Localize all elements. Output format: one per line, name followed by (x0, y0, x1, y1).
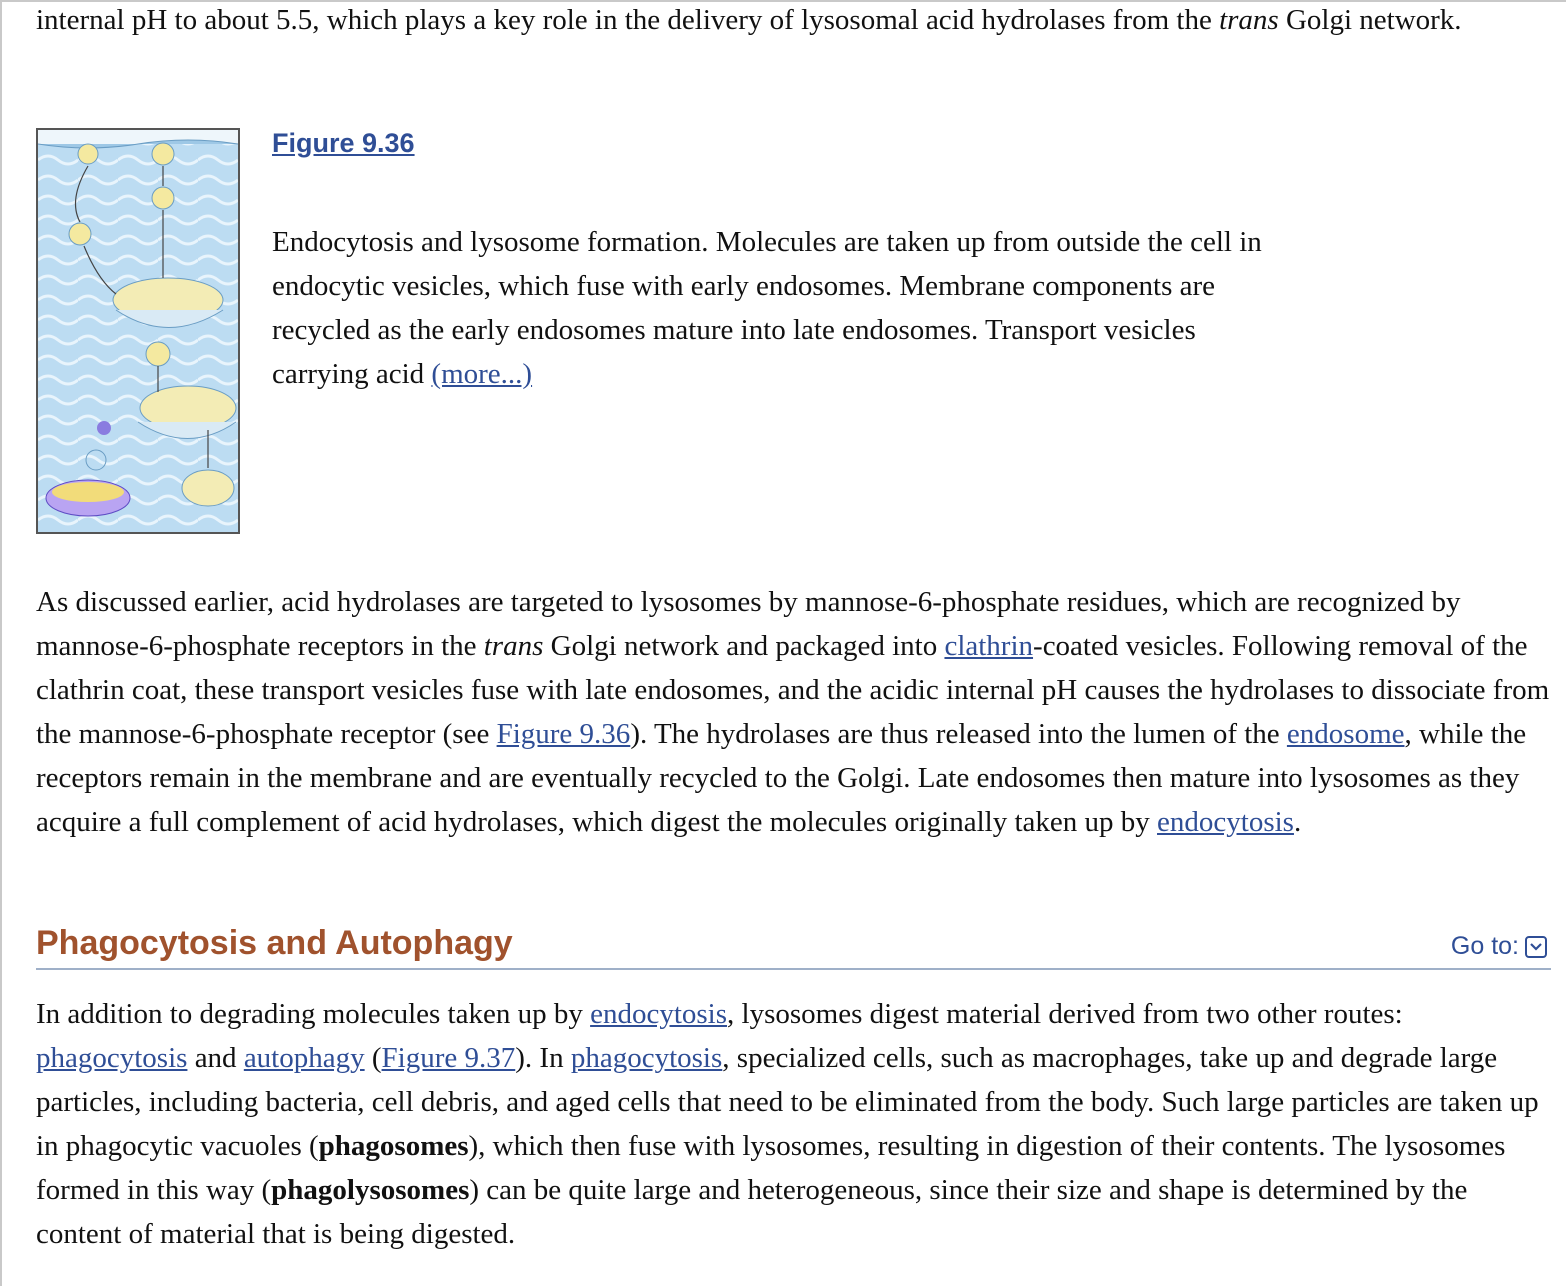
figure-block (36, 128, 1551, 534)
figure-caption (272, 220, 1282, 396)
phagocytosis-link[interactable]: phagocytosis (36, 1042, 188, 1074)
paragraph-phagocytosis (36, 992, 1551, 1256)
more-link[interactable]: (more...) (431, 358, 533, 390)
figure-9-37-link[interactable]: Figure 9.37 (381, 1042, 516, 1074)
text: , lysosomes digest material derived from two other routes: (727, 998, 1403, 1030)
figure-title-link[interactable]: Figure 9.36 (272, 128, 415, 158)
text: . (1293, 806, 1302, 838)
endosome-link[interactable]: endosome (1286, 718, 1405, 750)
text: Golgi network. (1278, 4, 1462, 36)
bold-term: phagolysosomes (271, 1174, 470, 1206)
text: Golgi network and packaged into (543, 630, 945, 662)
chevron-down-icon[interactable] (1525, 936, 1547, 958)
text: internal pH to about 5.5, which plays a key role in the delivery of lysosomal acid hydrolases from the (36, 4, 1220, 36)
section-title: Phagocytosis and Autophagy (36, 924, 513, 962)
text: As discussed earlier, acid hydrolases are targeted to lysosomes by mannose-6-phosphate residues, which are recognized by mannose-6-phosphate receptors in the (36, 586, 1461, 662)
figure-thumbnail[interactable] (36, 128, 240, 534)
endocytosis-link[interactable]: endocytosis (590, 998, 728, 1030)
clathrin-link[interactable]: clathrin (944, 630, 1034, 662)
text: ) can be quite large and heterogeneous, since their size and shape is determined by the content of material that is being digested. (36, 1174, 1468, 1250)
text: , specialized cells, such as macrophages, take up and degrade large particles, including bacteria, cell debris, and aged cells that need to be eliminated from the body. Such large particles are taken up in phagocytic vacuoles ( (36, 1042, 1539, 1162)
endocytosis-link[interactable]: endocytosis (1157, 806, 1294, 838)
text: -coated vesicles. Following removal of the clathrin coat, these transport vesicles fuse with late endosomes, and the acidic internal pH causes the hydrolases to dissociate from the mannose-6-phosphate receptor (see (36, 630, 1550, 750)
text: , while the receptors remain in the membrane and are eventually recycled to the Golgi. Late endosomes then mature into lysosomes as they acquire a full complement of acid hydrolases, which digest the molecules originally taken up by (36, 718, 1527, 838)
caption-text: Endocytosis and lysosome formation. Molecules are taken up from outside the cell in endocytic vesicles, which fuse with early endosomes. Membrane components are recycled as the early endosomes mature into late endosomes. Transport vesicles carrying acid (272, 226, 1262, 390)
italic-text: trans (1219, 4, 1279, 36)
goto-label: Go to: (1450, 932, 1519, 960)
section-header (36, 924, 1551, 970)
intro-paragraph (36, 0, 1551, 42)
autophagy-link[interactable]: autophagy (243, 1042, 365, 1074)
phagocytosis-link[interactable]: phagocytosis (570, 1042, 723, 1074)
text: ), which then fuse with lysosomes, resulting in digestion of their contents. The lysosomes formed in this way ( (36, 1130, 1506, 1206)
text: ( (364, 1042, 382, 1074)
text: ). In (515, 1042, 571, 1074)
goto-menu[interactable] (1451, 932, 1547, 961)
text: In addition to degrading molecules taken up by (36, 998, 591, 1030)
endocytosis-diagram-icon (38, 130, 238, 532)
bold-term: phagosomes (318, 1130, 469, 1162)
text: and (187, 1042, 244, 1074)
italic-text: trans (483, 630, 544, 662)
paragraph-hydrolases (36, 580, 1551, 844)
figure-9-36-link[interactable]: Figure 9.36 (496, 718, 631, 750)
page-left-border (0, 0, 2, 1286)
text: ). The hydrolases are thus released into the lumen of the (630, 718, 1287, 750)
